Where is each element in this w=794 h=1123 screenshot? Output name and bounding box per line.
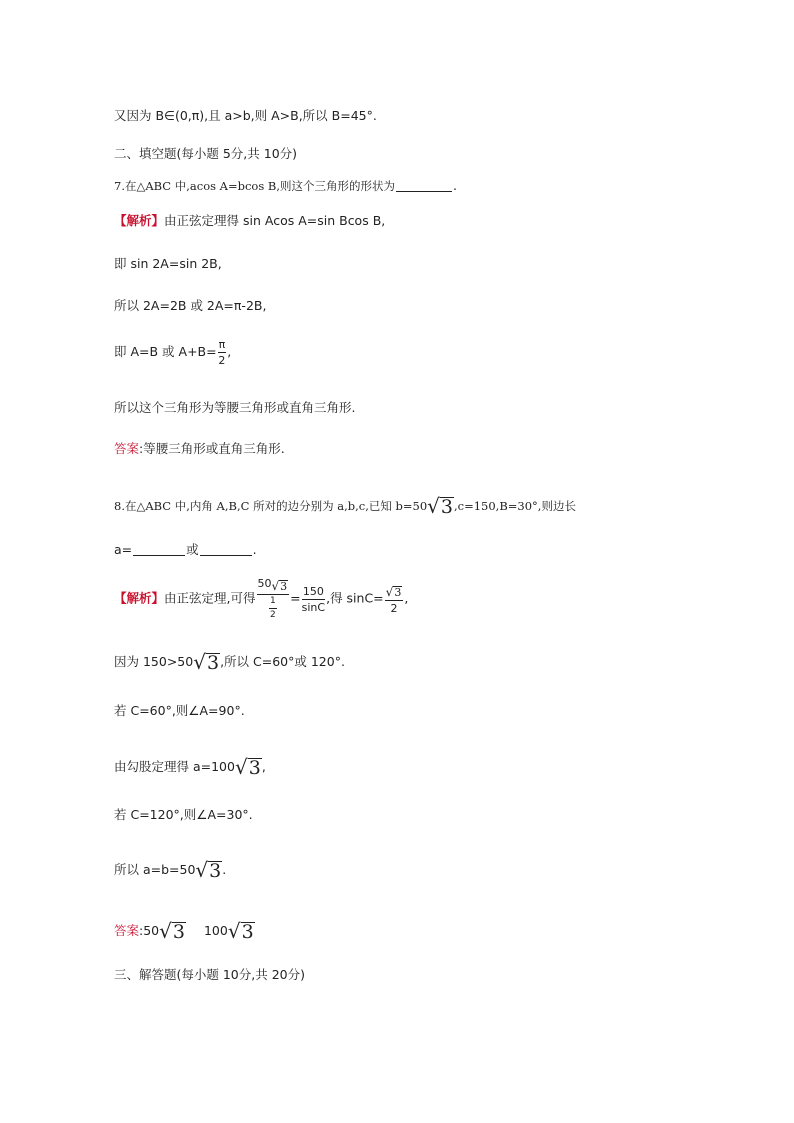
solution-line — [114, 860, 226, 880]
section-title: 二、填空题(每小题 5分,共 10分) — [114, 146, 298, 161]
stem-text: 7.在△ABC 中,acos A=bcos B,则这个三角形的形状为 — [114, 179, 396, 193]
solution-text: , — [227, 344, 232, 359]
radicand: 3 — [172, 921, 185, 943]
answer-blank — [396, 179, 452, 192]
fraction-numerator — [385, 584, 404, 601]
fraction — [269, 597, 277, 620]
sqrt-3 — [193, 652, 220, 672]
radical-sign: √ — [234, 755, 248, 779]
radicand: 3 — [440, 496, 453, 518]
question-8-stem — [114, 496, 576, 516]
fraction — [218, 339, 227, 366]
radical-sign: √ — [227, 919, 241, 943]
stem-text: . — [252, 542, 257, 557]
radicand: 3 — [280, 580, 288, 593]
solution-line: 若 C=120°,则∠A=30°. — [114, 807, 253, 822]
fraction-denominator: 2 — [390, 602, 398, 615]
solution-text: 所以 a=b=50 — [114, 862, 196, 877]
fraction-numerator: 150 — [302, 584, 324, 598]
radicand: 3 — [206, 652, 220, 674]
fraction-numerator — [257, 578, 290, 595]
text-line: 又因为 B∈(0,π),且 a>b,则 A>B,所以 B=45°. — [114, 108, 377, 123]
fraction-denominator: sinC — [301, 600, 326, 614]
answer-line — [114, 440, 285, 458]
answer-blank — [133, 543, 185, 556]
sqrt-3 — [235, 757, 262, 777]
stem-text: 或 — [186, 542, 199, 557]
solution-line — [114, 339, 231, 366]
solution-text: 由正弦定理,可得 — [164, 590, 256, 606]
sqrt-3 — [272, 580, 289, 592]
solution-text: , — [261, 759, 266, 774]
radical-sign: √ — [427, 494, 440, 518]
solution-text: 因为 150>50 — [114, 654, 194, 669]
sqrt-3 — [195, 860, 222, 880]
fraction-numerator: 1 — [269, 597, 277, 609]
solution-line — [114, 652, 345, 672]
radicand: 3 — [248, 757, 261, 779]
sqrt-3 — [228, 921, 255, 941]
section-title: 三、解答题(每小题 10分,共 20分) — [114, 967, 305, 982]
fraction — [302, 586, 325, 613]
solution-text: ,得 sinC= — [326, 590, 384, 606]
number: 50 — [257, 577, 272, 590]
solution-text: ,所以 C=60°或 120°. — [220, 654, 345, 669]
radical-sign: √ — [271, 579, 280, 593]
solution-text: , — [404, 590, 409, 606]
sqrt-3 — [386, 586, 403, 598]
radical-sign: √ — [195, 858, 209, 882]
question-8-stem-2 — [114, 541, 257, 559]
solution-line — [114, 757, 266, 777]
radicand: 3 — [241, 921, 254, 943]
solution-line: 所以这个三角形为等腰三角形或直角三角形. — [114, 400, 356, 415]
answer-line — [114, 921, 255, 941]
fraction-denominator: 2 — [218, 354, 226, 367]
answer-text: 100 — [203, 923, 228, 938]
answer-text: :50 — [139, 923, 160, 938]
solution-line — [114, 212, 385, 230]
answer-blank — [200, 543, 252, 556]
solution-text: 由勾股定理得 a=100 — [114, 759, 235, 774]
solution-text: . — [222, 862, 227, 877]
stem-text: . — [453, 178, 457, 193]
stem-text: a= — [114, 542, 133, 557]
solution-line: 所以 2A=2B 或 2A=π-2B, — [114, 298, 267, 313]
solution-text: 由正弦定理得 sin Acos A=sin Bcos B, — [164, 213, 386, 228]
solution-line: 若 C=60°,则∠A=90°. — [114, 703, 245, 718]
answer-label: 答案 — [114, 923, 140, 938]
jiexi-label: 【解析】 — [114, 213, 165, 228]
fraction-denominator: 2 — [269, 610, 276, 620]
radicand: 3 — [209, 860, 222, 882]
stem-text: 8.在△ABC 中,内角 A,B,C 所对的边分别为 a,b,c,已知 b=50 — [114, 499, 428, 513]
fraction-denominator — [268, 595, 278, 620]
stem-text: ,c=150,B=30°,则边长 — [453, 499, 576, 513]
sqrt-3 — [427, 496, 454, 516]
equals-sign: = — [290, 590, 301, 606]
fraction-numerator: π — [218, 338, 226, 351]
fraction — [385, 584, 404, 614]
fraction — [257, 578, 290, 620]
radicand: 3 — [394, 586, 402, 599]
solution-text: 即 A=B 或 A+B= — [114, 344, 217, 359]
radical-sign: √ — [193, 650, 206, 674]
jiexi-label: 【解析】 — [114, 590, 165, 606]
solution-line: 即 sin 2A=sin 2B, — [114, 256, 222, 271]
solution-line — [114, 578, 408, 620]
radical-sign: √ — [385, 585, 394, 599]
answer-label: 答案 — [114, 441, 140, 456]
radical-sign: √ — [159, 919, 172, 943]
answer-text: :等腰三角形或直角三角形. — [139, 441, 285, 456]
question-7-stem — [114, 177, 457, 195]
sqrt-3 — [159, 921, 186, 941]
